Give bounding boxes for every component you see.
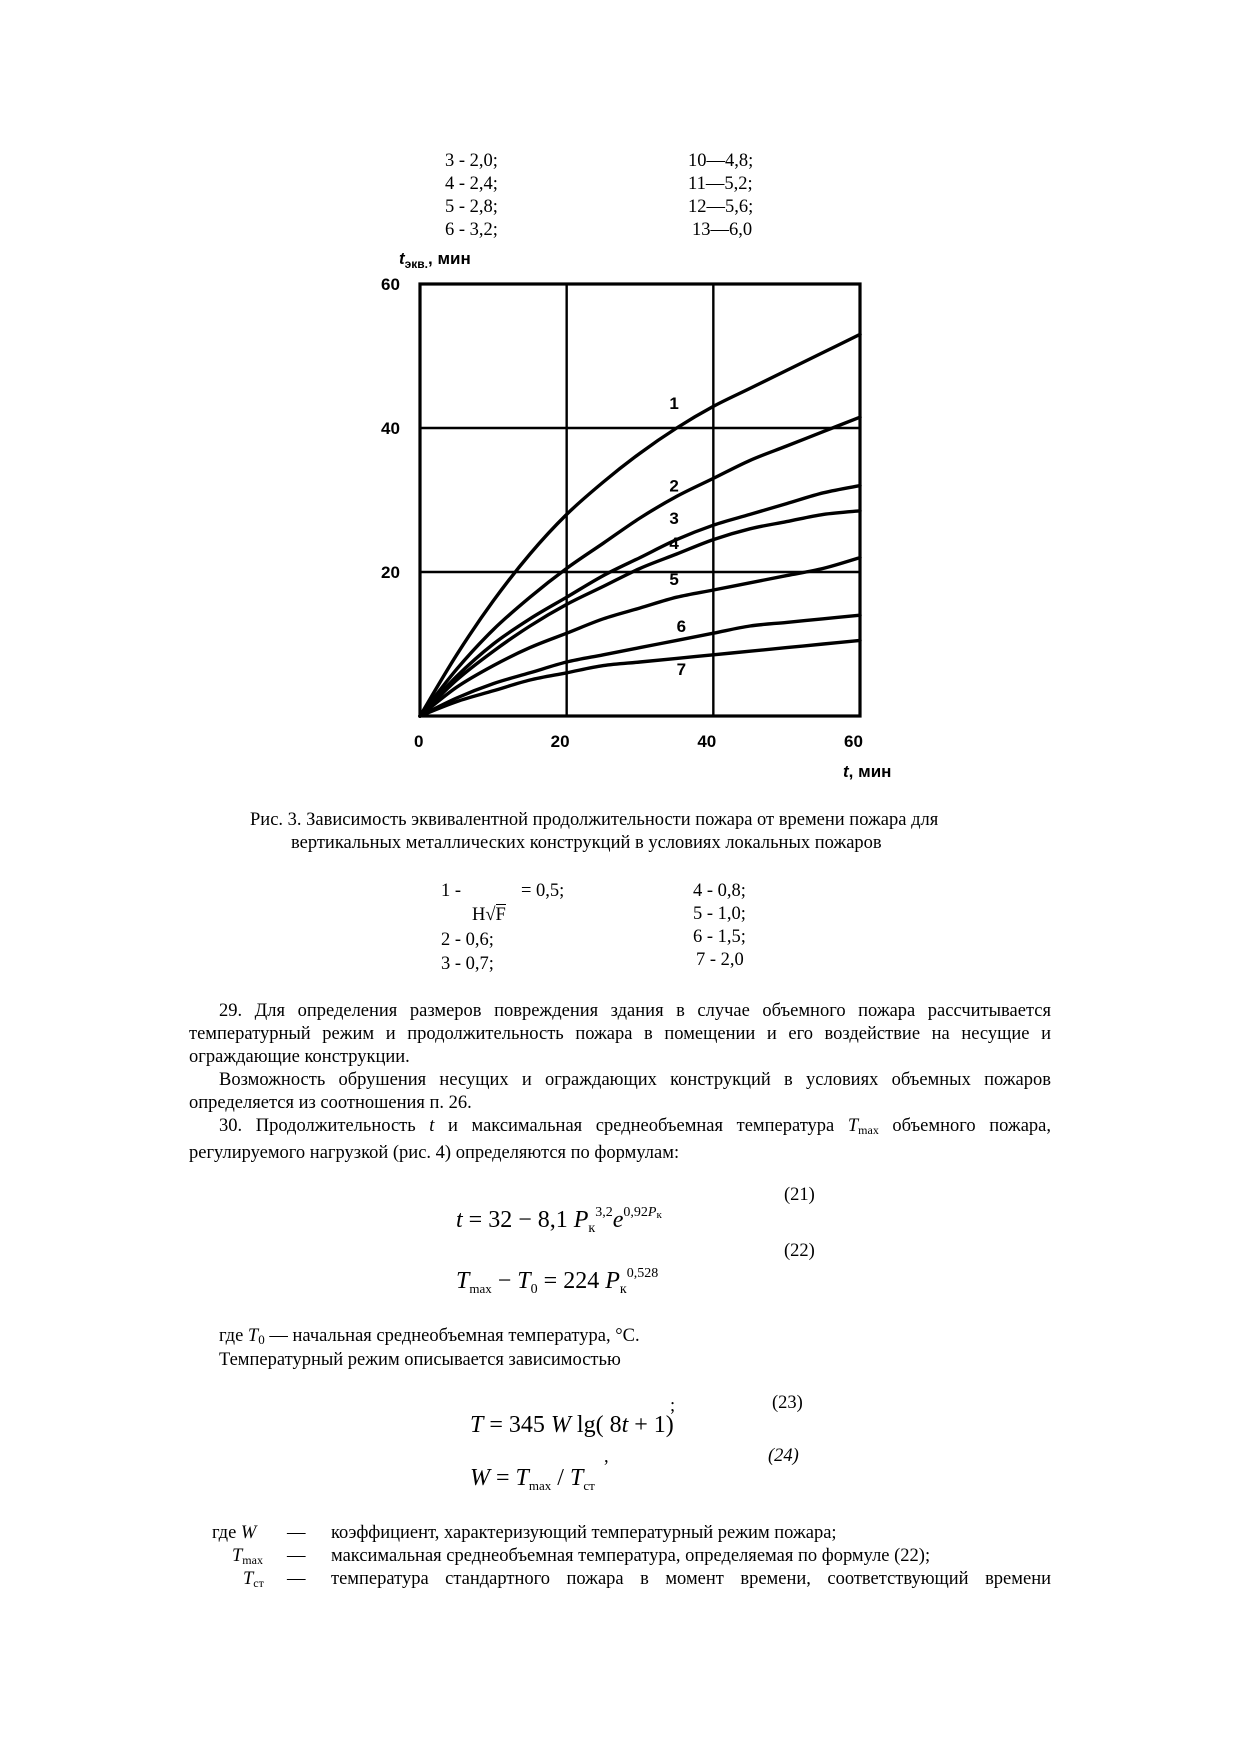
equation-24-comma: , [604, 1447, 609, 1467]
x-tick-label: 60 [844, 732, 863, 751]
x-tick-label: 40 [697, 732, 717, 751]
hsqrtf-f: F [495, 905, 506, 925]
sqrt-icon: √ [485, 905, 496, 925]
where-t0: где T0 — начальная среднеобъемная температура, °С. [219, 1326, 640, 1347]
series-label-5: 5 [669, 570, 679, 590]
equation-22: $T_{max} - T_0 = 224$ $P_к^{0,528}$ [456, 1266, 659, 1297]
top-legend-item: 11—5,2; [688, 174, 753, 194]
series-label-2: 2 [669, 476, 679, 496]
fig-legend-item: 4 - 0,8; [693, 881, 746, 901]
fig-legend-item: 5 - 1,0; [693, 904, 746, 924]
y-tick-label: 20 [381, 563, 400, 582]
x-tick-label: 20 [550, 732, 570, 751]
chart-curves [420, 334, 860, 716]
fig-legend-1b: = 0,5; [521, 881, 565, 901]
definition-w: где W [212, 1523, 257, 1543]
x-tick-label: 0 [414, 732, 424, 751]
series-label-3: 3 [669, 509, 679, 528]
figure-caption [250, 809, 938, 855]
caption-line-2: вертикальных металлических конструкций в условиях локальных пожаров [291, 833, 882, 853]
fig-legend-3: 3 - 0,7; [441, 954, 494, 974]
definition-w-text: коэффициент, характеризующий температурный режим пожара; [331, 1523, 837, 1543]
y-tick-label: 60 [381, 275, 400, 294]
hsqrtf-formula [472, 904, 506, 927]
top-legend-item: 5 - 2,8; [445, 197, 498, 217]
series-label-7: 7 [676, 660, 687, 680]
definition-w-dash: — [287, 1523, 306, 1543]
equation-number-21: (21) [784, 1185, 815, 1205]
top-legend-item: 10—4,8; [688, 151, 754, 171]
equivalent-duration-chart [0, 0, 1240, 800]
series-label-6: 6 [676, 617, 687, 636]
y-tick-label: 40 [381, 419, 400, 438]
equation-23-semicolon: ; [670, 1396, 676, 1416]
equation-number-24: (24) [768, 1446, 799, 1466]
equation-number-23: (23) [772, 1393, 803, 1413]
top-legend-item: 6 - 3,2; [445, 220, 498, 240]
caption-line-1: Рис. 3. Зависимость эквивалентной продолжительности пожара от времени пожара для [250, 810, 939, 830]
definition-tst-dash: — [287, 1569, 306, 1589]
y-axis-label: $t_{экв.}$, мин [399, 249, 471, 271]
definition-tst: Tст [243, 1569, 264, 1590]
definition-tmax-dash: — [287, 1546, 306, 1566]
paragraph-29-text: 29. Для определения размеров повреждения здания в случае объемного пожара рассчитывается температурный режим и продолжительность пожара в помещении и его воздействие на несущие и ограждающие конструкции. [189, 1001, 1051, 1067]
paragraph-29 [189, 1000, 1051, 1165]
where-temperature-regime: Температурный режим описывается зависимостью [219, 1350, 621, 1370]
hsqrtf-h: H [472, 905, 486, 925]
fig-legend-item: 7 - 2,0 [696, 950, 744, 970]
equation-23: T = 345 W lg( 8t + 1) [470, 1412, 674, 1438]
definition-tst-text: температура стандартного пожара в момент времени, соответствующий времени [331, 1569, 1051, 1589]
fig-legend-right [693, 880, 746, 972]
equation-number-22: (22) [784, 1241, 815, 1261]
paragraph-29-text-2: Возможность обрушения несущих и ограждающих конструкций в условиях объемных пожаров определяется из соотношения п. 26. [189, 1070, 1051, 1113]
fig-legend-2: 2 - 0,6; [441, 930, 494, 950]
series-label-1: 1 [669, 393, 679, 413]
series-line-6 [420, 615, 860, 716]
equation-21: t = 32 − 8,1 $P_к^{3,2}e^{0,92Pк}$ [456, 1205, 662, 1236]
fig-legend-left [441, 880, 641, 990]
x-axis-label: t, мин [843, 762, 892, 781]
equation-24: $W = T_{max} / T_{ст}$ [470, 1465, 595, 1493]
definition-tmax-text: максимальная среднеобъемная температура, определяемая по формуле (22); [331, 1546, 931, 1566]
fig-legend-1a: 1 - [441, 881, 462, 901]
top-legend-item: 13—6,0 [692, 220, 753, 240]
series-label-4: 4 [669, 534, 679, 554]
fig-legend-item: 6 - 1,5; [693, 927, 746, 947]
paragraph-30: 30. Продолжительность t и максимальная среднеобъемная температура Tmax объемного пожара, регулируемого нагрузкой (рис. 4) определяются по формулам: [189, 1116, 1051, 1163]
top-legend-item: 4 - 2,4; [445, 174, 498, 194]
top-legend-item: 12—5,6; [688, 197, 754, 217]
definition-tmax: Tmax [232, 1546, 263, 1567]
top-legend-item: 3 - 2,0; [445, 151, 498, 171]
